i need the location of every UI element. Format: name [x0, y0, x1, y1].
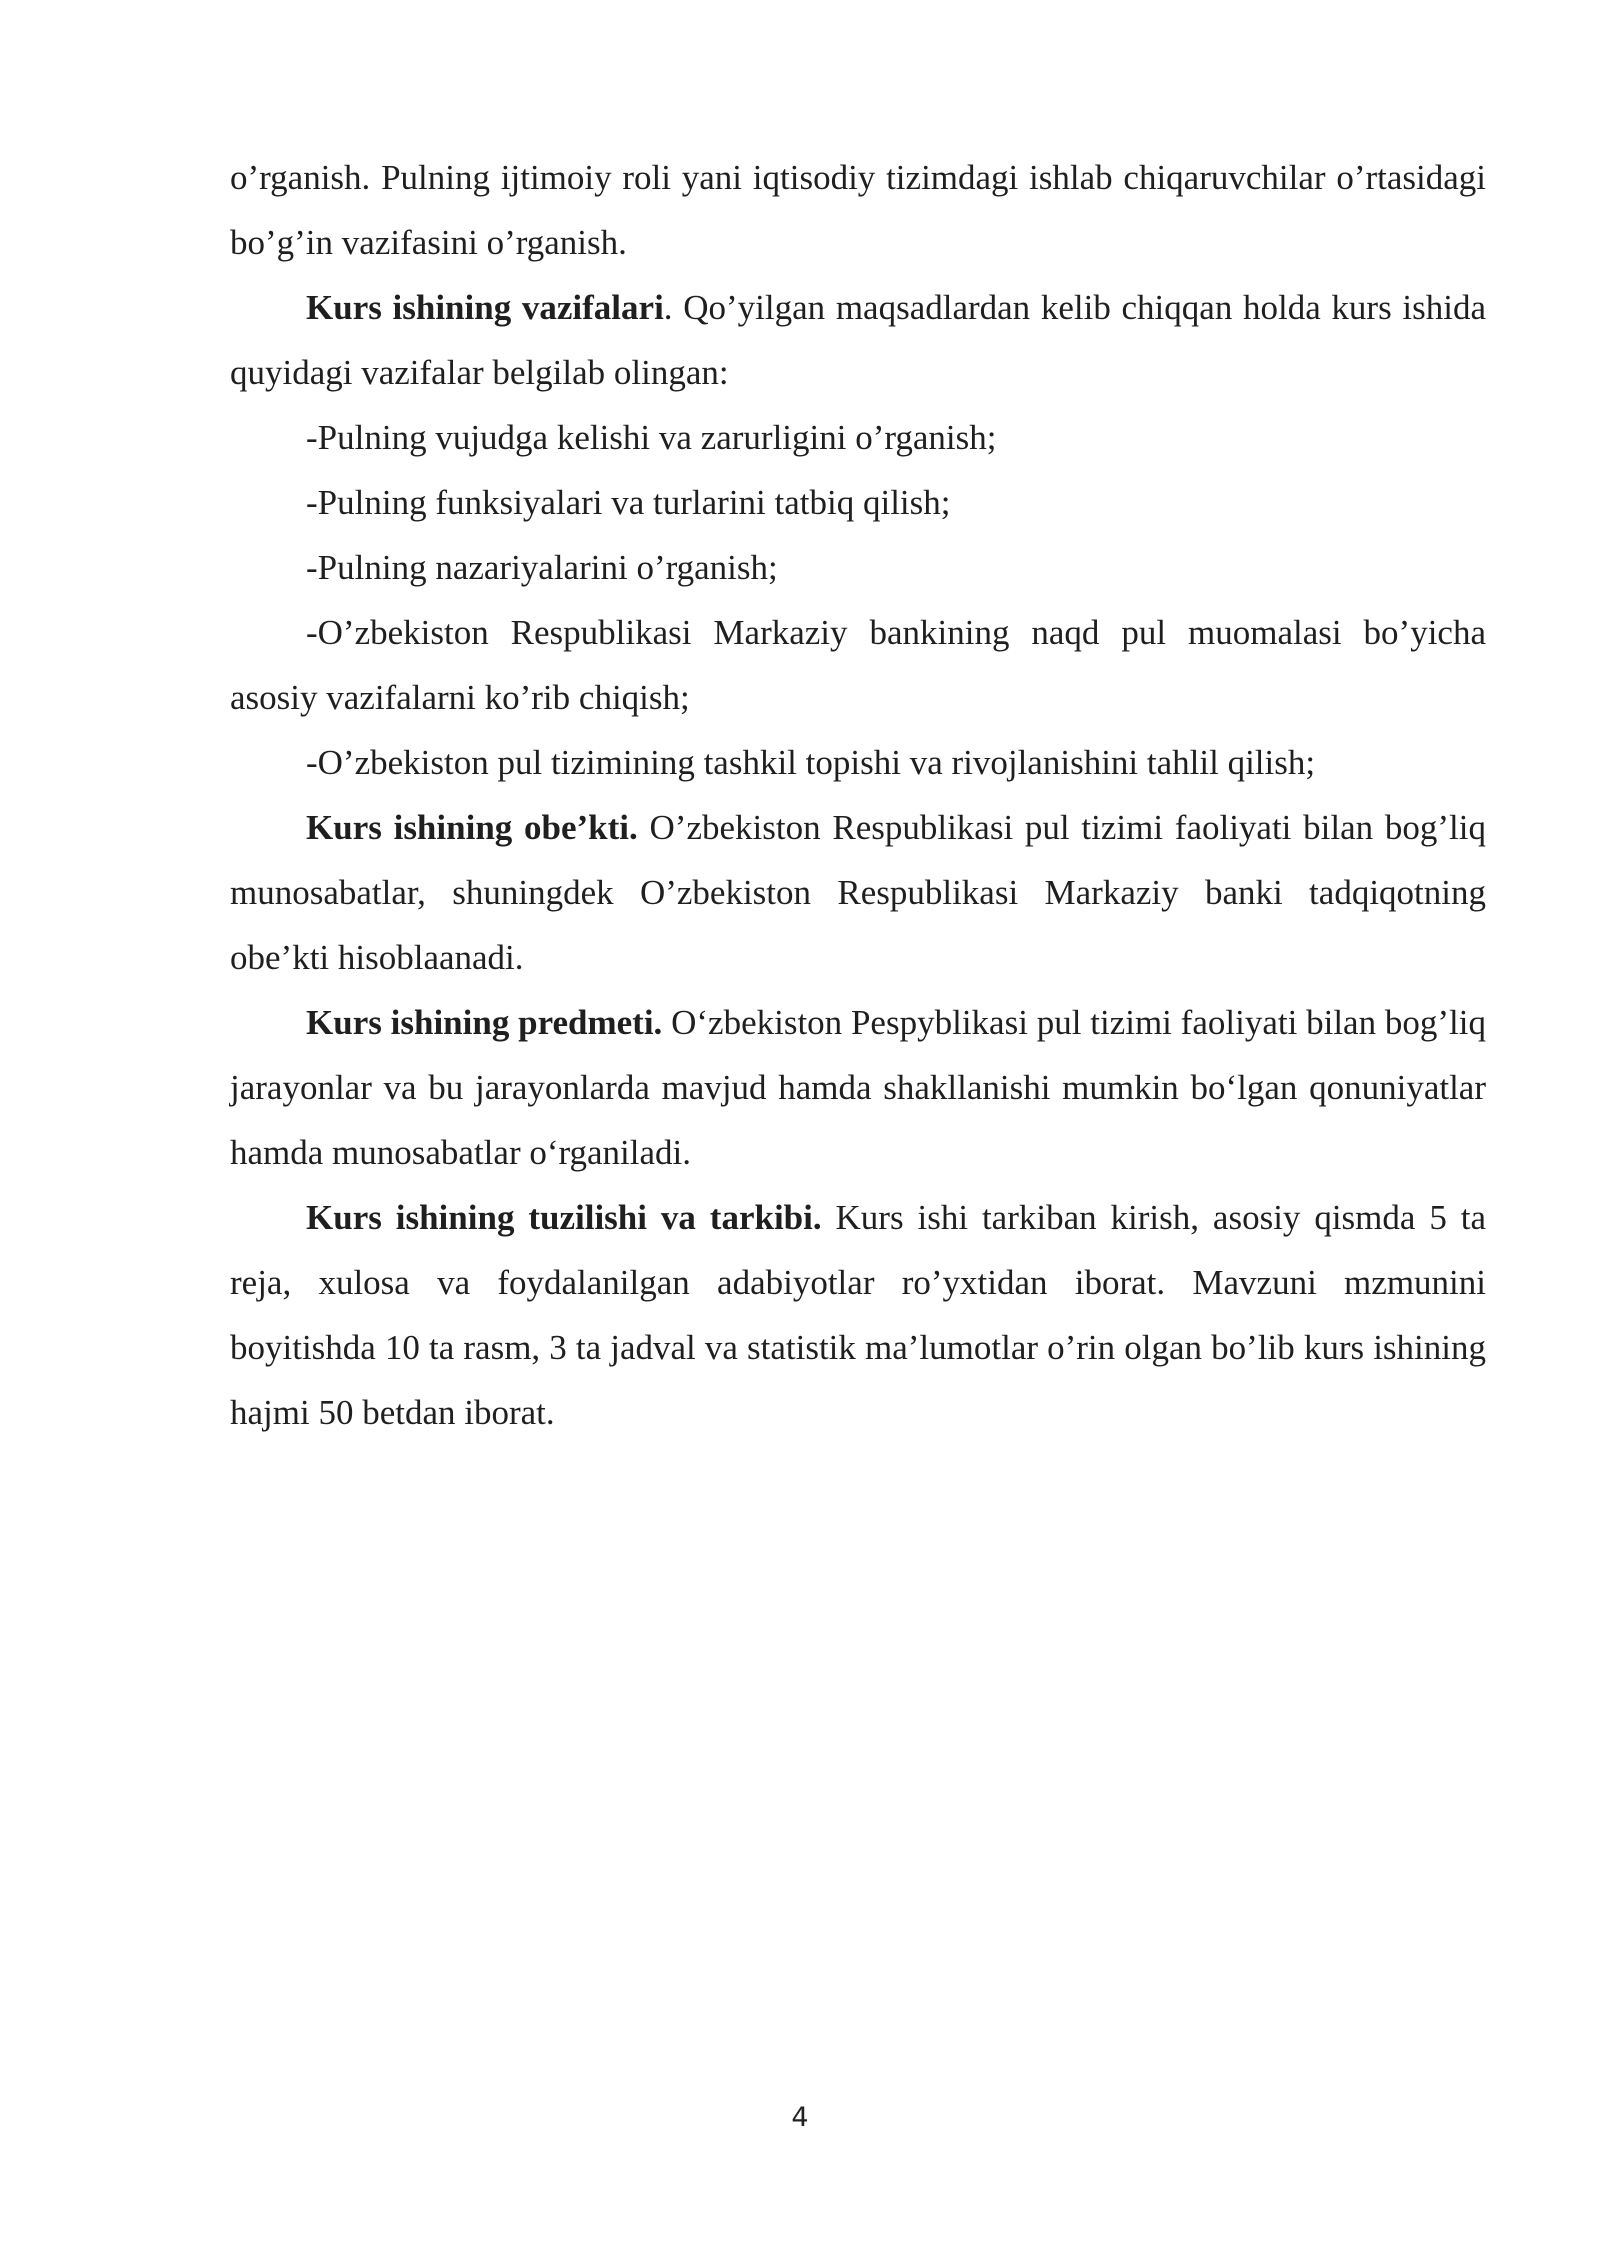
object-paragraph [230, 795, 1486, 990]
object-heading: Kurs ishining obe’kti. [306, 808, 638, 847]
document-page [230, 145, 1486, 1445]
tasks-text: . Qo’yilgan maqsadlardan kelib chiqqan holda kurs ishida quyidagi vazifalar belgilab olingan: [230, 288, 1486, 392]
tasks-paragraph [230, 275, 1486, 405]
task-item-2: -Pulning funksiyalari va turlarini tatbiq qilish; [306, 483, 951, 522]
structure-text: Kurs ishi tarkiban kirish, asosiy qismda 5 ta reja, xulosa va foydalanilgan adabiyotlar ro’yxtidan iborat. Mavzuni mzmunini boyitishda 10 ta rasm, 3 ta jadval va statistik ma’lumotlar o’rin olgan bo’lib kurs ishining hajmi 50 betdan iborat. [230, 1198, 1486, 1432]
task-item-3: -Pulning nazariyalarini o’rganish; [306, 548, 778, 587]
object-text: O’zbekiston Respublikasi pul tizimi faoliyati bilan bog’liq munosabatlar, shuningdek O’zbekiston Respublikasi Markaziy banki tadqiqotning obe’kti hisoblaanadi. [230, 808, 1486, 977]
task-item-1: -Pulning vujudga kelishi va zarurligini o’rganish; [306, 418, 997, 457]
structure-paragraph [230, 1185, 1486, 1445]
subject-text: O‘zbekiston Pespyblikasi pul tizimi faoliyati bilan bog’liq jarayonlar va bu jarayonlarda mavjud hamda shakllanishi mumkin bo‘lgan qonuniyatlar hamda munosabatlar o‘rganiladi. [230, 1003, 1486, 1172]
page-number: 4 [791, 2102, 809, 2133]
tasks-heading: Kurs ishining vazifalari [306, 288, 664, 327]
task-item-5: -O’zbekiston pul tizimining tashkil topishi va rivojlanishini tahlil qilish; [306, 743, 1316, 782]
intro-paragraph: o’rganish. Pulning ijtimoiy roli yani iqtisodiy tizimdagi ishlab chiqaruvchilar o’rtasidagi bo’g’in vazifasini o’rganish. [230, 158, 1486, 262]
subject-heading: Kurs ishining predmeti. [306, 1003, 663, 1042]
subject-paragraph [230, 990, 1486, 1185]
task-item-4: -O’zbekiston Respublikasi Markaziy bankining naqd pul muomalasi bo’yicha asosiy vazifalarni ko’rib chiqish; [230, 613, 1486, 717]
structure-heading: Kurs ishining tuzilishi va tarkibi. [306, 1198, 822, 1237]
